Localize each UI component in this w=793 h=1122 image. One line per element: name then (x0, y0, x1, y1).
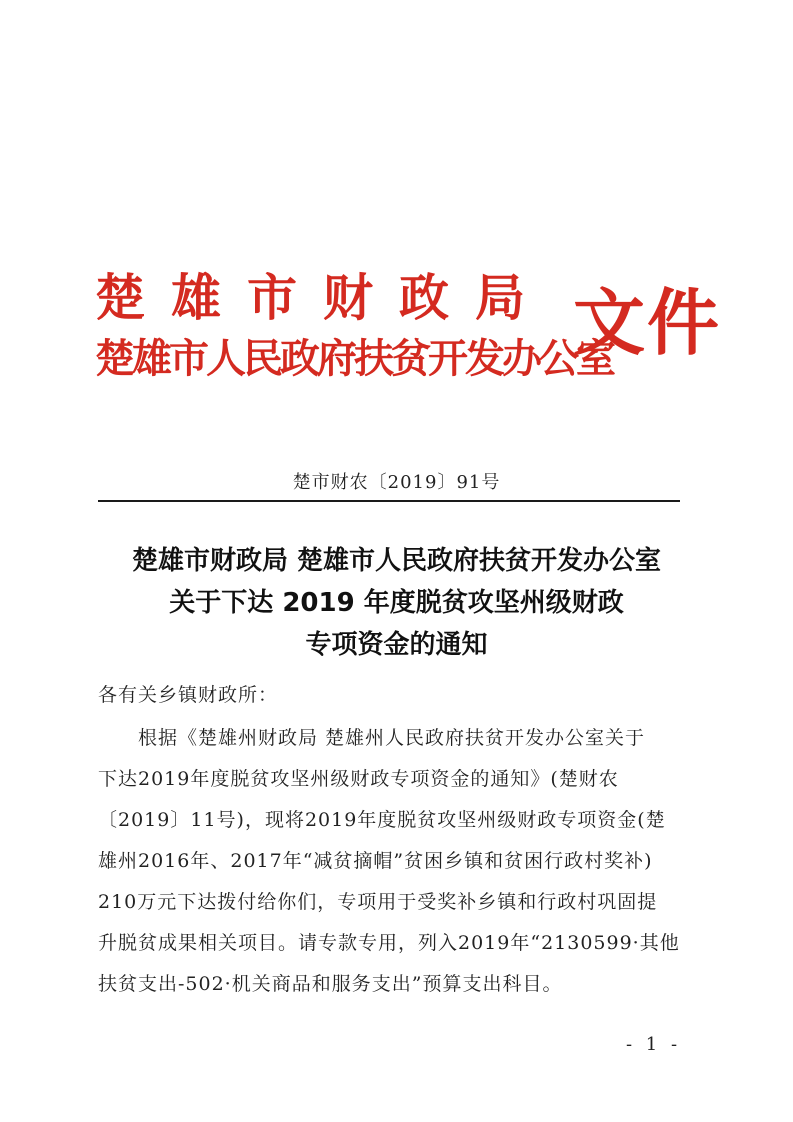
body-line: 雄州2016年、2017年“减贫摘帽”贫困乡镇和贫困行政村奖补) (98, 850, 653, 872)
org-finance-bureau: 楚雄市财政局 (95, 269, 551, 327)
separator-rule (98, 500, 680, 502)
body-paragraph (98, 718, 686, 1005)
document-header (95, 265, 735, 405)
document-number: 楚市财农〔2019〕91号 (292, 472, 501, 493)
body-line: 升脱贫成果相关项目。请专款专用，列入2019年“2130599·其他 (98, 932, 680, 954)
page-number: - 1 - (626, 1034, 682, 1055)
salutation: 各有关乡镇财政所： (98, 684, 279, 706)
body-line: 〔2019〕11号)，现将2019年度脱贫攻坚州级财政专项资金(楚 (98, 809, 666, 831)
issuing-organizations (95, 265, 613, 382)
org-poverty-office: 楚雄市人民政府扶贫开发办公室 (95, 336, 613, 382)
document-word: 文件 (573, 281, 722, 365)
body-line: 210万元下达拨付给你们，专项用于受奖补乡镇和行政村巩固提 (98, 891, 658, 913)
body-line: 下达2019年度脱贫攻坚州级财政专项资金的通知》(楚财农 (98, 768, 619, 790)
body-line: 扶贫支出-502·机关商品和服务支出”预算支出科目。 (98, 973, 563, 995)
body-line: 根据《楚雄州财政局 楚雄州人民政府扶贫开发办公室关于 (138, 727, 646, 749)
title-line-1: 楚雄市财政局 楚雄市人民政府扶贫开发办公室 (131, 546, 662, 576)
notice-title (0, 540, 793, 666)
title-line-3: 专项资金的通知 (305, 630, 488, 660)
title-line-2: 关于下达 2019 年度脱贫攻坚州级财政 (169, 588, 624, 618)
